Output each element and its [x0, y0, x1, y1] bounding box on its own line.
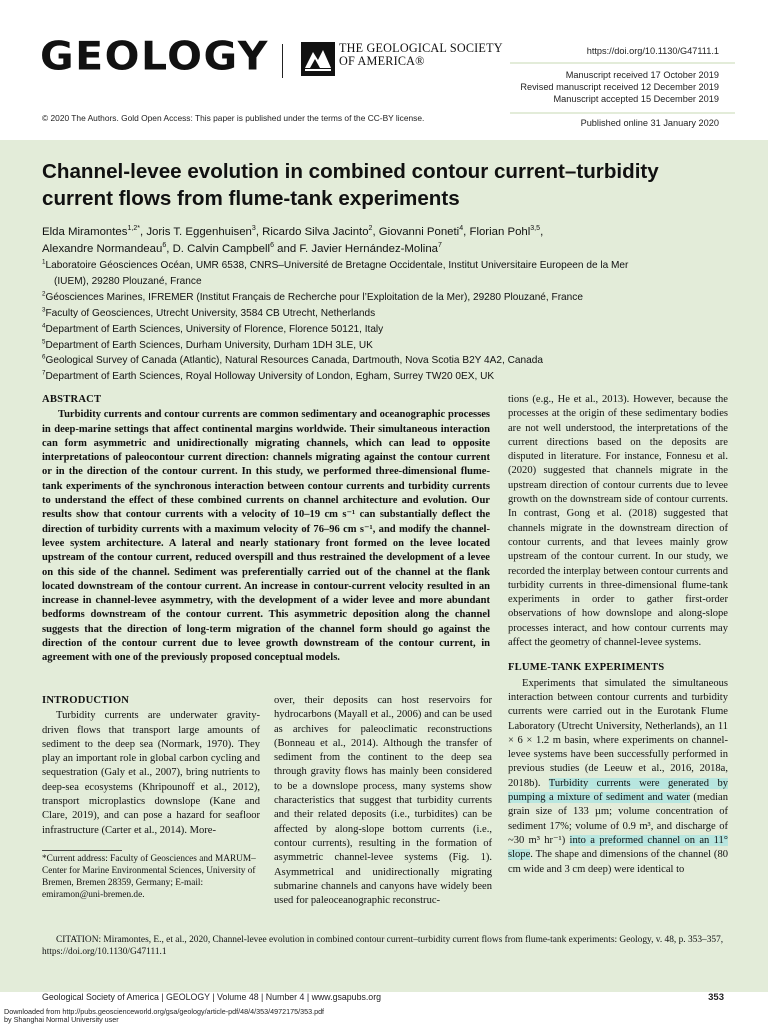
author-affil-mark: 3,5 — [530, 225, 541, 233]
citation-block: CITATION: Miramontes, E., et al., 2020, Channel-levee evolution in combined contour current–turbidity current flows from flume-tank experiments: Geology, v. 48, p. 353–357, https://doi.org/10.1130/G47111.1 — [42, 935, 724, 958]
article-title: Channel-levee evolution in combined contour current–turbidity current flows from flume-tank experiments — [42, 160, 659, 210]
affil-text: Géosciences Marines, IFREMER (Institut Français de Recherche pour l’Exploitation de la Mer), 29280 Plouzané, France — [45, 291, 583, 303]
page-footer — [0, 992, 768, 1024]
page-number: 353 — [708, 992, 724, 1003]
affiliation-list — [42, 258, 752, 385]
society-name[interactable] — [339, 42, 503, 68]
flume-text: Experiments that simulated the simultaneous interaction between contour currents and turbidity currents were carried out in the Eurotank Flume Laboratory (Utrecht University, Netherlands), an 11 × 6 × 1.2 m basin, where experiments on channel-levee systems have been successfully performed in previous studies (de Leeuw et al., 2016, 2018a, 2018b). — [508, 677, 728, 789]
body-column-2 — [274, 694, 492, 908]
author-affil-mark: 1,2* — [127, 225, 141, 233]
affil-text: Department of Earth Sciences, Royal Holloway University of London, Egham, Surrey TW20 0EX, UK — [45, 371, 495, 383]
author-name: Alexandre Normandeau — [42, 243, 163, 255]
abstract-text: Turbidity currents and contour currents are common sedimentary and oceanographic processes in deep-marine settings that affect continental margins worldwide. Their simultaneous interaction can form asymmetric and unidirectionally migrating channels, which can lead to opposite interpretations of paleocontour current direction: channels migrating against the contour current or in the direction of the contour current. In this study, we performed three-dimensional flume-tank experiments of the synchronous interaction between contour currents and turbidity currents to understand the effect of these combined currents on channel architecture and evolution. Our results show that contour currents with a velocity of 10–19 cm s⁻¹ can substantially deflect the direction of turbidity currents with a maximum velocity of 76–96 cm s⁻¹, and modify the channel-levee system architecture. A lateral and nearly stationary front formed on the levee located upstream of the contour current, reduced overspill and thus restrained the development of a levee on this side of the channel. Sediment was preferentially carried out of the channel at the flank located downstream of the contour current. An increase in contour-current velocity resulted in an increase in channel-levee asymmetry, with the development of a wider levee and more abundant bedforms downstream of the contour current. This asymmetric deposition along the channel suggests that the direction of long-term migration of the channel form should go against the direction of the contour current due to levee growth downstream of the contour current, in agreement with one of the previously proposed conceptual models. — [42, 409, 490, 664]
introduction-paragraph: Turbidity currents are underwater gravity-driven flows that transport large amounts of sediment to the deep sea (Normark, 1970). They play an important role in global carbon cycling and sequestration (Galy et al., 2007), bring nutrients to deep-sea ecosystems (Khripounoff et al., 2012), transport microplastics downslope (Kane and Clare, 2019), and can pose a hazard for seafloor infrastructure (Carter et al., 2014). More- — [42, 710, 260, 836]
society-name-line2: OF AMERICA® — [339, 54, 425, 68]
author-footnote: *Current address: Faculty of Geosciences and MARUM–Center for Marine Environmental Sciences, University of Bremen, Bremen 28359, Germany; E-mail: emiramon@uni-bremen.de. — [42, 854, 256, 900]
author-name: Giovanni Poneti — [378, 226, 460, 238]
affil-number: 6 — [42, 354, 46, 362]
affil-number: 1 — [42, 258, 46, 266]
affil-number: 7 — [42, 369, 46, 377]
manuscript-dates — [520, 69, 719, 105]
affil-number: 4 — [42, 322, 46, 330]
author-affil-mark: 4 — [459, 225, 464, 233]
meta-separator — [510, 62, 735, 64]
author-name: F. Javier Hernández-Molina — [299, 243, 438, 255]
published-date: Published online 31 January 2020 — [580, 118, 719, 128]
flume-text: . The shape and dimensions of the channel (80 cm wide and 3 cm deep) were identical to — [508, 849, 728, 875]
highlighted-text[interactable]: Turbidity currents were generated by pumping a mixture of sediment and water — [508, 777, 728, 804]
footer-journal-info: Geological Society of America | GEOLOGY | Volume 48 | Number 4 | www.gsapubs.org — [42, 992, 382, 1002]
affiliation-item — [42, 338, 752, 354]
affiliation-item — [42, 322, 752, 338]
affiliation-item — [42, 258, 752, 274]
affil-text: Department of Earth Sciences, Durham University, Durham 1DH 3LE, UK — [45, 339, 373, 351]
author-name: Ricardo Silva Jacinto — [262, 226, 369, 238]
affil-number: 5 — [42, 338, 46, 346]
author-name: Joris T. Eggenhuisen — [146, 226, 252, 238]
highlighted-text[interactable]: into a preformed channel on an 11° slope — [508, 834, 728, 861]
affiliation-item-continued: (IUEM), 29280 Plouzané, France — [54, 275, 202, 287]
article-header — [0, 0, 768, 140]
doi-link[interactable]: https://doi.org/10.1130/G47111.1 — [586, 46, 719, 56]
affil-text: Laboratoire Géosciences Océan, UMR 6538, CNRS–Université de Bretagne Occidentale, Institut Universitaire Europeen de la Mer — [45, 260, 629, 271]
introduction-heading: INTRODUCTION — [42, 695, 130, 706]
author-affil-mark: 6 — [162, 242, 167, 250]
received-date: Manuscript received 17 October 2019 — [565, 70, 719, 80]
affil-text: Geological Survey of Canada (Atlantic), Natural Resources Canada, Dartmouth, Nova Scotia B2Y 4A2, Canada — [45, 355, 543, 367]
flume-tank-heading: FLUME-TANK EXPERIMENTS — [508, 662, 665, 674]
author-name: Elda Miramontes — [42, 226, 128, 238]
affil-number: 2 — [42, 290, 46, 298]
author-affil-mark: 3 — [251, 225, 256, 233]
revised-date: Revised manuscript received 12 December 2019 — [520, 82, 719, 92]
affil-text: Department of Earth Sciences, University of Florence, Florence 50121, Italy — [45, 323, 384, 335]
journal-logo[interactable]: GEOLOGY — [40, 33, 269, 79]
author-affil-mark: 6 — [270, 242, 274, 250]
introduction-paragraph-end: tions (e.g., He et al., 2013). However, because the processes at the origin of these sedimentary bodies are not well understood, the interpretations of the current directions based on the deposits are disputed in literature. For instance, Fonnesu et al. (2020) suggested that channels migrate in the upstream direction of contour currents due to levee growth on the downstream side of contour currents. In contrast, Gong et al. (2018) suggested that channels migrate in the downstream direction of contour currents, and that levees mainly grow upstream of the contour current. In our study, we recorded the interplay between contour currents and turbidity currents in three-dimensional flume-tank experiments in order to gather first-order observations of how downslope and along-slope processes interact, and how contour currents may affect the geometry of channel-levee systems. — [508, 394, 728, 649]
author-affil-mark: 2 — [368, 225, 373, 233]
manuscript-metadata — [510, 40, 735, 136]
download-url[interactable]: Downloaded from http://pubs.geoscienceworld.org/gsa/geology/article-pdf/48/4/353/4972175/353.pdf — [4, 1007, 325, 1016]
meta-separator — [510, 112, 735, 114]
flume-text: (median grain size of 133 µm; volume concentration of sediment 17%; volume of 0.9 m³, and discharge of ~30 m³ hr⁻¹) — [508, 792, 728, 846]
introduction-paragraph-continued: over, their deposits can host reservoirs for hydrocarbons (Mayall et al., 2006) and can be used as archives for paleoclimatic reconstructions (Bonneau et al., 2014). Although the transfer of sediment from the continent to the deep sea through gravity flows has mainly been considered to be a downslope process, many systems show characteristics that suggest that turbidity currents and their related deposits (i.e., turbidites) can be affected by along-slope bottom currents (i.e., contour currents), resulting in the formation of asymmetric channel-levee systems (Fig. 1). Asymmetrical and unidirectionally migrating submarine channels and canyons have widely been used for paleoceanographic reconstruc- — [274, 695, 492, 907]
logo-divider — [282, 44, 283, 78]
affiliation-item — [42, 353, 752, 369]
body-column-3 — [508, 393, 728, 877]
accepted-date: Manuscript accepted 15 December 2019 — [553, 94, 719, 104]
affiliation-item — [42, 369, 752, 385]
download-notice — [4, 1008, 324, 1024]
flume-tank-paragraph — [508, 677, 728, 877]
author-affil-mark: 7 — [438, 242, 442, 250]
abstract-heading: ABSTRACT — [42, 394, 102, 405]
footnote-rule — [42, 850, 122, 851]
body-column-1 — [42, 694, 260, 838]
abstract-section — [42, 393, 490, 666]
copyright-notice: © 2020 The Authors. Gold Open Access: This paper is published under the terms of the CC-BY license. — [42, 113, 425, 123]
affil-number: 3 — [42, 306, 46, 314]
society-name-line1: THE GEOLOGICAL SOCIETY — [339, 41, 503, 55]
affil-text: Faculty of Geosciences, Utrecht University, 3584 CB Utrecht, Netherlands — [45, 307, 376, 319]
affiliation-item — [42, 306, 752, 322]
affiliation-item — [42, 290, 752, 306]
author-name: D. Calvin Campbell — [172, 243, 271, 255]
author-list: Elda Miramontes$^{1,2*}$, Joris T. Eggenhuisen$^3$, Ricardo Silva Jacinto$^2$, Giovanni Poneti$^4$, Florian Pohl$^{3,5}$, Alexandre Normandeau$^6$, D. Calvin Campbell$^6$ and F. Javier Hernández-Molina$^7$ — [42, 225, 544, 255]
download-user: by Shanghai Normal University user — [4, 1015, 119, 1024]
gsa-logo-icon — [301, 42, 335, 76]
author-name: Florian Pohl — [469, 226, 531, 238]
